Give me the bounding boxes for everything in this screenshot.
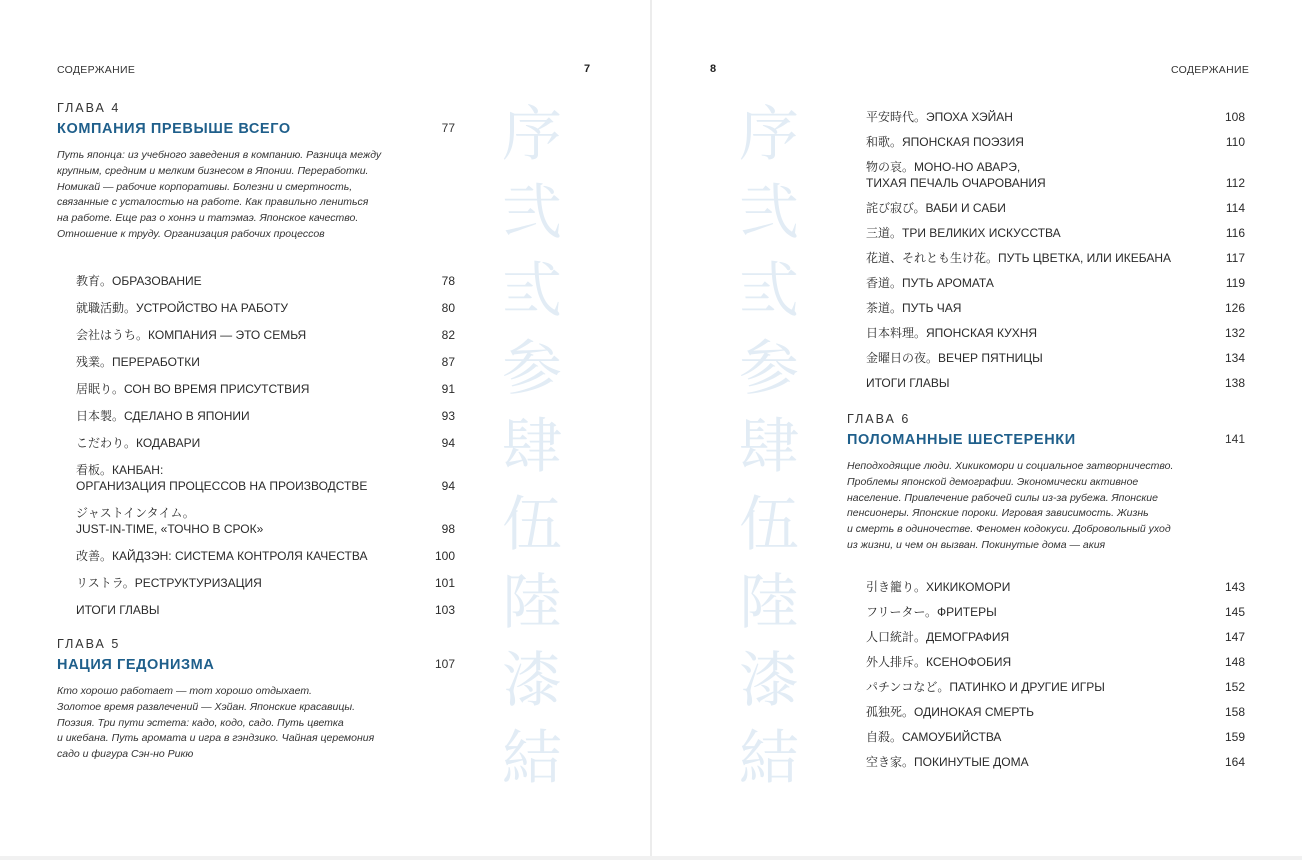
toc-title: 居眠り。СОН ВО ВРЕМЯ ПРИСУТСТВИЯ — [76, 381, 310, 396]
chapter-description: Неподходящие люди. Хикикомори и социальное затворничество. Проблемы японской демографии. Экономически активное население. Привлечение рабочей силы из-за рубежа. Японские пенсионеры. Японские пороки. Игровая зависимость. Жизнь и смерть в одиночестве. Феномен кодокуси. Добровольный уход из жизни, и чем он вызван. Покинутые дома — акия — [847, 460, 1174, 551]
chapter-label: ГЛАВА 5 — [57, 637, 121, 651]
kanji-char: 伍 — [502, 490, 562, 560]
toc-page: 147 — [1224, 629, 1245, 644]
toc-page: 108 — [1224, 109, 1245, 124]
toc-entry[interactable] — [76, 397, 455, 424]
toc-page: 112 — [1225, 175, 1245, 190]
toc-page: 94 — [441, 478, 455, 493]
toc-entry[interactable] — [866, 191, 1245, 216]
kanji-char: 陸 — [739, 568, 799, 638]
toc-title: 平安時代。ЭПОХА ХЭЙАН — [866, 109, 1013, 124]
toc-title: リストラ。РЕСТРУКТУРИЗАЦИЯ — [76, 575, 262, 590]
chapter-page: 107 — [434, 657, 455, 671]
chapter-6-toc — [866, 570, 1245, 770]
kanji-column — [734, 96, 804, 798]
kanji-char: 弎 — [739, 256, 799, 326]
toc-title: 花道、それとも生け花。ПУТЬ ЦВЕТКА, ИЛИ ИКЕБАНА — [866, 250, 1172, 265]
toc-page: 164 — [1224, 754, 1245, 769]
kanji-char: 序 — [739, 100, 799, 170]
toc-page: 116 — [1225, 225, 1245, 240]
toc-title: 空き家。ПОКИНУТЫЕ ДОМА — [866, 754, 1029, 769]
toc-entry[interactable] — [866, 100, 1245, 125]
toc-page: 138 — [1224, 375, 1245, 390]
toc-page: 134 — [1224, 350, 1245, 365]
toc-title: 教育。ОБРАЗОВАНИЕ — [76, 273, 202, 288]
kanji-char: 参 — [739, 334, 799, 404]
kanji-char: 陸 — [502, 568, 562, 638]
toc-page: 110 — [1225, 134, 1245, 149]
toc-page: 145 — [1224, 604, 1245, 619]
toc-entry[interactable] — [76, 262, 455, 289]
toc-entry[interactable] — [866, 241, 1245, 266]
toc-title: 残業。ПЕРЕРАБОТКИ — [76, 354, 200, 369]
toc-title: ИТОГИ ГЛАВЫ — [866, 375, 950, 390]
toc-entry[interactable] — [76, 451, 455, 494]
toc-title: こだわり。КОДАВАРИ — [76, 435, 201, 450]
kanji-char: 結 — [739, 724, 799, 794]
page-number: 8 — [710, 63, 717, 75]
toc-title: 日本料理。ЯПОНСКАЯ КУХНЯ — [866, 325, 1038, 340]
toc-title: 香道。ПУТЬ АРОМАТА — [866, 275, 994, 290]
toc-entry[interactable] — [866, 720, 1245, 745]
toc-entry[interactable] — [76, 591, 455, 618]
toc-page: 132 — [1224, 325, 1245, 340]
toc-entry[interactable] — [866, 645, 1245, 670]
kanji-char: 結 — [502, 724, 562, 794]
toc-page: 158 — [1224, 704, 1245, 719]
toc-entry[interactable] — [866, 366, 1245, 391]
chapter-title[interactable]: ПОЛОМАННЫЕ ШЕСТЕРЕНКИ — [847, 432, 1076, 448]
right-page — [652, 0, 1302, 858]
toc-title: ジャストインタイム。 JUST-IN-TIME, «ТОЧНО В СРОК» — [76, 506, 264, 536]
toc-title: 外人排斥。КСЕНОФОБИЯ — [866, 654, 1012, 669]
toc-entry[interactable] — [76, 316, 455, 343]
toc-title: フリーター。ФРИТЕРЫ — [866, 604, 997, 619]
toc-title: 金曜日の夜。ВЕЧЕР ПЯТНИЦЫ — [866, 350, 1043, 365]
toc-title: 和歌。ЯПОНСКАЯ ПОЭЗИЯ — [866, 134, 1024, 149]
toc-page: 91 — [441, 381, 455, 396]
kanji-char: 序 — [502, 100, 562, 170]
chapter-5-toc — [866, 100, 1245, 391]
toc-entry[interactable] — [866, 595, 1245, 620]
toc-entry[interactable] — [866, 745, 1245, 770]
toc-title: 人口統計。ДЕМОГРАФИЯ — [866, 629, 1010, 644]
page-bottom-edge — [0, 856, 1302, 860]
chapter-5 — [57, 637, 455, 763]
toc-entry[interactable] — [866, 291, 1245, 316]
toc-title: 看板。КАНБАН: ОРГАНИЗАЦИЯ ПРОЦЕССОВ НА ПРОИЗВОДСТВЕ — [76, 463, 368, 493]
toc-title: 就職活動。УСТРОЙСТВО НА РАБОТУ — [76, 300, 289, 315]
toc-page: 148 — [1224, 654, 1245, 669]
kanji-char: 参 — [502, 334, 562, 404]
chapter-description: Путь японца: из учебного заведения в компанию. Разница между крупным, средним и мелким бизнесом в Японии. Переработки. Номикай — рабочие корпоративы. Болезни и смертность, связанные с усталостью на работе. Как правильно лениться на работе. Еще раз о хоннэ и татэмаэ. Японское качество. Отношение к труду. Организация рабочих процессов — [57, 149, 382, 240]
kanji-char: 弐 — [502, 178, 562, 248]
chapter-page: 141 — [1224, 432, 1245, 446]
toc-page: 119 — [1225, 275, 1245, 290]
kanji-char: 肆 — [739, 412, 799, 482]
toc-entry[interactable] — [866, 125, 1245, 150]
toc-page: 117 — [1225, 250, 1245, 265]
toc-entry[interactable] — [866, 670, 1245, 695]
chapter-title[interactable]: КОМПАНИЯ ПРЕВЫШЕ ВСЕГО — [57, 121, 291, 137]
running-head: СОДЕРЖАНИЕ — [1171, 64, 1250, 76]
running-head: СОДЕРЖАНИЕ — [57, 64, 136, 76]
toc-entry[interactable] — [866, 216, 1245, 241]
toc-title: 引き籠り。ХИКИКОМОРИ — [866, 579, 1011, 594]
toc-page: 100 — [434, 548, 455, 563]
kanji-column — [497, 96, 567, 798]
kanji-char: 伍 — [739, 490, 799, 560]
chapter-label: ГЛАВА 6 — [847, 412, 911, 426]
toc-page: 114 — [1225, 200, 1245, 215]
kanji-char: 弎 — [502, 256, 562, 326]
toc-title: 物の哀。МОНО-НО АВАРЭ, ТИХАЯ ПЕЧАЛЬ ОЧАРОВАНИЯ — [866, 160, 1046, 190]
kanji-char: 弐 — [739, 178, 799, 248]
toc-title: 詫び寂び。ВАБИ И САБИ — [866, 200, 1006, 215]
toc-title: 茶道。ПУТЬ ЧАЯ — [866, 300, 962, 315]
toc-page: 82 — [441, 327, 455, 342]
chapter-6 — [847, 412, 1245, 554]
chapter-description: Кто хорошо работает — тот хорошо отдыхает. Золотое время развлечений — Хэйан. Японские красавицы. Поэзия. Три пути эстета: кадо, кодо, садо. Путь цветка и икебана. Путь аромата и игра в гэндзико. Чайная церемония садо и фигура Сэн-но Рикю — [57, 685, 375, 761]
toc-page: 101 — [434, 575, 455, 590]
toc-page: 159 — [1224, 729, 1245, 744]
toc-entry[interactable] — [866, 620, 1245, 645]
chapter-page: 77 — [441, 121, 455, 135]
toc-title: パチンコなど。ПАТИНКО И ДРУГИЕ ИГРЫ — [866, 679, 1105, 694]
toc-entry[interactable] — [866, 695, 1245, 720]
toc-entry[interactable] — [76, 289, 455, 316]
toc-page: 152 — [1224, 679, 1245, 694]
toc-entry[interactable] — [866, 316, 1245, 341]
toc-page: 87 — [441, 354, 455, 369]
kanji-char: 漆 — [502, 646, 562, 716]
chapter-4-toc — [76, 262, 455, 618]
toc-entry[interactable] — [866, 150, 1245, 191]
toc-page: 143 — [1224, 579, 1245, 594]
chapter-4 — [57, 101, 455, 243]
toc-page: 126 — [1224, 300, 1245, 315]
page-number: 7 — [584, 63, 591, 75]
toc-title: 孤独死。ОДИНОКАЯ СМЕРТЬ — [866, 704, 1035, 719]
toc-entry[interactable] — [76, 370, 455, 397]
toc-title: ИТОГИ ГЛАВЫ — [76, 602, 160, 617]
toc-title: 三道。ТРИ ВЕЛИКИХ ИСКУССТВА — [866, 225, 1061, 240]
chapter-label: ГЛАВА 4 — [57, 101, 121, 115]
left-page — [0, 0, 650, 858]
toc-page: 98 — [441, 521, 455, 536]
toc-entry[interactable] — [76, 537, 455, 564]
toc-entry[interactable] — [866, 570, 1245, 595]
toc-page: 94 — [441, 435, 455, 450]
kanji-char: 漆 — [739, 646, 799, 716]
toc-title: 改善。КАЙДЗЭН: СИСТЕМА КОНТРОЛЯ КАЧЕСТВА — [76, 548, 368, 563]
toc-title: 日本製。СДЕЛАНО В ЯПОНИИ — [76, 408, 250, 423]
toc-title: 会社はうち。КОМПАНИЯ — ЭТО СЕМЬЯ — [76, 327, 307, 342]
toc-entry[interactable] — [76, 424, 455, 451]
toc-entry[interactable] — [76, 343, 455, 370]
toc-page: 78 — [441, 273, 455, 288]
toc-entry[interactable] — [76, 564, 455, 591]
toc-page: 80 — [441, 300, 455, 315]
chapter-title[interactable]: НАЦИЯ ГЕДОНИЗМА — [57, 657, 215, 673]
toc-page: 103 — [434, 602, 455, 617]
toc-page: 93 — [441, 408, 455, 423]
kanji-char: 肆 — [502, 412, 562, 482]
toc-title: 自殺。САМОУБИЙСТВА — [866, 729, 1002, 744]
toc-entry[interactable] — [76, 494, 455, 537]
toc-entry[interactable] — [866, 341, 1245, 366]
toc-entry[interactable] — [866, 266, 1245, 291]
